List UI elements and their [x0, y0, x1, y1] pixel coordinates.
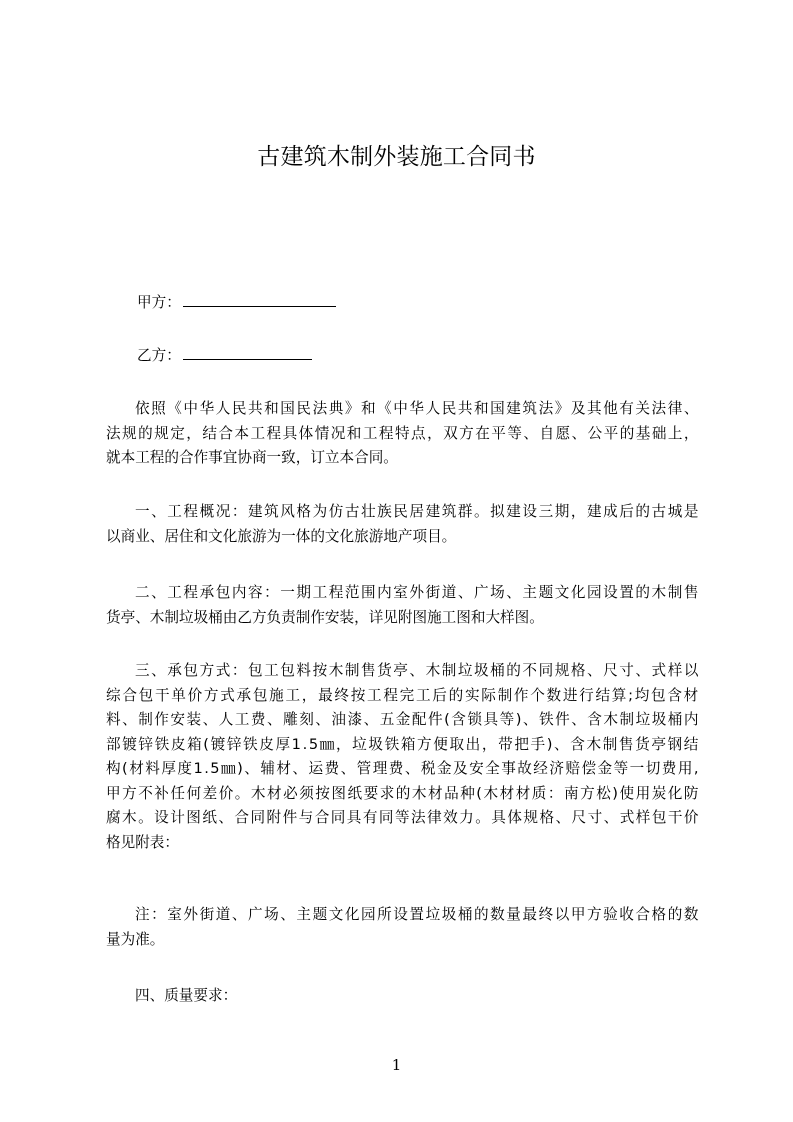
section-3-line: 料、制作安装、人工费、雕刻、油漆、五金配件(含锁具等)、铁件、含木制垃圾桶内	[106, 711, 700, 728]
note-paragraph	[106, 903, 700, 952]
section-3-line: 甲方不补任何差价。木材必须按图纸要求的木材品种(木材材质：南方松)使用炭化防	[106, 784, 700, 802]
section-2-line: 货亭、木制垃圾桶由乙方负责制作安装，详见附图施工图和大样图。	[106, 608, 544, 626]
party-a-label: 甲方：	[137, 294, 181, 311]
preamble-line: 就本工程的合作事宜协商一致，订立本合同。	[106, 449, 398, 466]
section-3-line: 格见附表：	[106, 833, 179, 851]
preamble-line: 依照《中华人民共和国民法典》和《中华人民共和国建筑法》及其他有关法律、	[135, 400, 700, 417]
party-b-blank	[183, 343, 312, 360]
note-line: 注：室外街道、广场、主题文化园所设置垃圾桶的数量最终以甲方验收合格的数	[135, 906, 700, 923]
section-1-line: 一、工程概况：建筑风格为仿古壮族民居建筑群。拟建设三期，建成后的古城是	[135, 503, 700, 520]
section-3-line: 腐木。设计图纸、合同附件与合同具有同等法律效力。具体规格、尺寸、式样包干价	[106, 809, 700, 826]
note-line: 量为准。	[106, 930, 165, 948]
section-3-line: 部镀锌铁皮箱(镀锌铁皮厚1.5㎜，垃圾铁箱方便取出，带把手)、含木制售货亭钢结	[106, 735, 700, 753]
section-1-paragraph	[106, 500, 700, 549]
section-1-line: 以商业、居住和文化旅游为一体的文化旅游地产项目。	[106, 527, 457, 545]
section-3-line: 构(材料厚度1.5㎜)、辅材、运费、管理费、税金及安全事故经济赔偿金等一切费用,	[106, 760, 700, 777]
document-title: 古建筑木制外装施工合同书	[257, 144, 536, 170]
party-a-line	[137, 290, 336, 314]
section-2-line: 二、工程承包内容：一期工程范围内室外街道、广场、主题文化园设置的木制售	[135, 584, 700, 601]
party-b-label: 乙方：	[137, 347, 181, 364]
preamble-line: 法规的规定，结合本工程具体情况和工程特点，双方在平等、自愿、公平的基础上，	[106, 424, 700, 442]
party-a-blank	[183, 290, 336, 307]
party-b-line	[137, 343, 312, 367]
preamble-paragraph	[106, 397, 700, 471]
section-3-paragraph	[106, 659, 700, 855]
page-number: 1	[391, 1056, 402, 1074]
section-3-line: 综合包干单价方式承包施工，最终按工程完工后的实际制作个数进行结算;均包含材	[106, 686, 700, 704]
section-2-paragraph	[106, 581, 700, 630]
section-3-line: 三、承包方式：包工包料按木制售货亭、木制垃圾桶的不同规格、尺寸、式样以	[135, 662, 700, 679]
section-4-heading: 四、质量要求：	[135, 987, 238, 1004]
